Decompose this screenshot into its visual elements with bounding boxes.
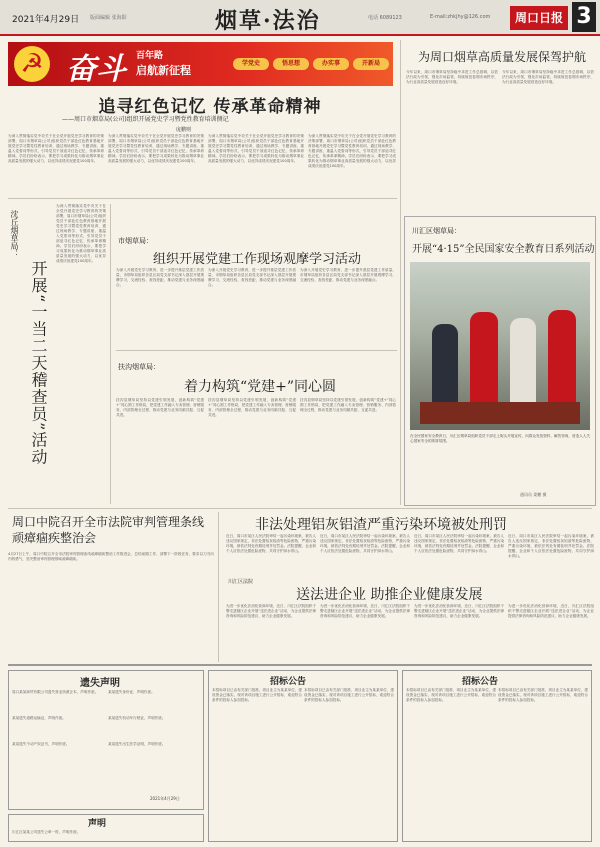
- lead-byline: 庞鹏则: [176, 127, 192, 133]
- lost-title: 遗失声明: [80, 678, 120, 689]
- illegal-body-col-2: 近日，周口市某区人民法院审结一起污染环境案，被告人违反国家规定，非法处置铝灰铝渣等危险废物，严重污染环境，被依法判处有期徒刑并处罚金。法院提醒，企业和个人应依法处置危险废物，共同守护绿水青山。: [320, 534, 410, 553]
- sc-body-col-3: 为深入开展党史学习教育，进一步提升基层党建工作质量，市烟草局组织各县区局党支部书记深入基层开展观摩学习，交流经验、查找差距，推动党建与业务深度融合。: [300, 268, 396, 282]
- banner-pill-1: 学党史: [233, 58, 269, 70]
- enterprise-body-col-3: 为进一步优化法治化营商环境，近日，川汇区法院组织干警走进辖区企业开展“送法进企业”活动，为企业提供法律咨询和风险防范建议，助力企业健康发展。: [414, 604, 504, 618]
- hammer-sickle-icon: ☭: [14, 46, 50, 82]
- banner-big-char: 奋斗: [66, 52, 126, 86]
- tr-body-col-2: 今年以来，周口市烟草局坚持稳中求进工作总基调，以依法行政为引领，强化市场监管，持续规范卷烟市场秩序，为行业高质量发展营造良好环境。: [502, 70, 594, 84]
- lead-subtitle: ——周口市烟草局(公司)组织开展党史学习暨党性教育培训侧记: [62, 116, 229, 123]
- side-vertical-body: 为深入贯彻落实党中央关于在全党开展党史学习教育的决策部署，周口市烟草局(公司)组织党员干部赴红色教育基地开展党史学习暨党性教育培训，通过现场教学、专题讲座、重温入党誓词等形式，引导党员干部追寻红色记忆、传承革命精神。学员们纷纷表示，要把学习成果转化为推动烟草事业高质量发展的强大动力，以优异成绩庆祝建党100周年。: [56, 204, 106, 263]
- ch-title: 开展“4·15”全民国家安全教育日系列活动: [412, 244, 595, 255]
- divider: [8, 664, 592, 666]
- side-vertical-title: 开展“一当二天稽查员”活动: [29, 260, 48, 466]
- ch-dept: 川汇区烟草局：: [412, 227, 461, 235]
- divider: [8, 198, 397, 199]
- gy-body-col-2: 扶沟县烟草局坚持以党建引领发展，创新构筑“党建+”同心圆工作格局，把党建工作融入专卖管理、营销服务、内部管理全过程，推动党建与业务同频共振、互促共进。: [208, 398, 296, 417]
- gy-title: 着力构筑“党建+”同心圆: [183, 379, 337, 395]
- notice-body: 川汇区某某公司遗失公章一枚，声明作废。: [12, 830, 81, 834]
- lost-item: 某某遗失身份证，声明作废。: [108, 690, 155, 694]
- tr-body-col-1: 今年以来，周口市烟草局坚持稳中求进工作总基调，以依法行政为引领，强化市场监管，持续规范卷烟市场秩序，为行业高质量发展营造良好环境。: [406, 70, 498, 84]
- divider: [116, 350, 397, 351]
- editor-meta: 版面编辑 张海阳: [90, 15, 127, 21]
- notice-title: 声明: [88, 819, 107, 829]
- divider: [110, 204, 111, 504]
- lead-body-col-1: 为深入贯彻落实党中央关于在全党开展党史学习教育的决策部署，周口市烟草局(公司)组织党员干部赴红色教育基地开展党史学习暨党性教育培训，通过现场教学、专题讲座、重温入党誓词等形式，引导党员干部追寻红色记忆、传承革命精神。学员们纷纷表示，要把学习成果转化为推动烟草事业高质量发展的强大动力，以优异成绩庆祝建党100周年。: [8, 134, 104, 163]
- side-vertical-dept: 沈丘烟草局：: [10, 210, 19, 258]
- paper-name-logo: 周口日报: [510, 6, 568, 30]
- gy-body-col-3: 扶沟县烟草局坚持以党建引领发展，创新构筑“党建+”同心圆工作格局，把党建工作融入专卖管理、营销服务、内部管理全过程，推动党建与业务同频共振、互促共进。: [300, 398, 396, 412]
- sc-body-col-2: 为深入开展党史学习教育，进一步提升基层党建工作质量，市烟草局组织各县区局党支部书记深入基层开展观摩学习，交流经验、查找差距，推动党建与业务深度融合。: [208, 268, 296, 287]
- illegal-org: 川汇区法院: [228, 579, 254, 585]
- enterprise-body-col-2: 为进一步优化法治化营商环境，近日，川汇区法院组织干警走进辖区企业开展“送法进企业”活动，为企业提供法律咨询和风险防范建议，助力企业健康发展。: [320, 604, 410, 618]
- gy-dept: 扶沟烟草局：: [118, 363, 160, 371]
- divider: [8, 508, 592, 509]
- lead-body-col-3: 为深入贯彻落实党中央关于在全党开展党史学习教育的决策部署，周口市烟草局(公司)组织党员干部赴红色教育基地开展党史学习暨党性教育培训，通过现场教学、专题讲座、重温入党誓词等形式，引导党员干部追寻红色记忆、传承革命精神。学员们纷纷表示，要把学习成果转化为推动烟草事业高质量发展的强大动力，以优异成绩庆祝建党100周年。: [208, 134, 304, 163]
- court-title: 周口中院召开全市法院审判管理条线顽瘴痼疾整治会: [12, 515, 205, 545]
- illegal-body-col-1: 近日，周口市某区人民法院审结一起污染环境案，被告人违反国家规定，非法处置铝灰铝渣等危险废物，严重污染环境，被依法判处有期徒刑并处罚金。法院提醒，企业和个人应依法处置危险废物，共同守护绿水青山。: [226, 534, 316, 553]
- lead-body-col-2: 为深入贯彻落实党中央关于在全党开展党史学习教育的决策部署，周口市烟草局(公司)组织党员干部赴红色教育基地开展党史学习暨党性教育培训，通过现场教学、专题讲座、重温入党誓词等形式，引导党员干部追寻红色记忆、传承革命精神。学员们纷纷表示，要把学习成果转化为推动烟草事业高质量发展的强大动力，以优异成绩庆祝建党100周年。: [108, 134, 204, 163]
- illegal-body-col-4: 近日，周口市某区人民法院审结一起污染环境案，被告人违反国家规定，非法处置铝灰铝渣等危险废物，严重污染环境，被依法判处有期徒刑并处罚金。法院提醒，企业和个人应依法处置危险废物，共同守护绿水青山。: [508, 534, 594, 558]
- recruit-body-2a: 本招标项目已由有关部门批准，项目业主为某某单位，建设资金已落实，现对该项目施工进行公开招标，欢迎符合条件的投标人参加投标。: [406, 688, 496, 702]
- recruit-body-1b: 本招标项目已由有关部门批准，项目业主为某某单位，建设资金已落实，现对该项目施工进行公开招标，欢迎符合条件的投标人参加投标。: [304, 688, 394, 702]
- lead-body-col-4: 为深入贯彻落实党中央关于在全党开展党史学习教育的决策部署，周口市烟草局(公司)组织党员干部赴红色教育基地开展党史学习暨党性教育培训，通过现场教学、专题讲座、重温入党誓词等形式，引导党员干部追寻红色记忆、传承革命精神。学员们纷纷表示，要把学习成果转化为推动烟草事业高质量发展的强大动力，以优异成绩庆祝建党100周年。: [308, 134, 396, 168]
- ch-caption: 在全民国家安全教育日，川汇区烟草局组织党员干部走上街头开展宣传，向群众发放资料、解答咨询，营造人人关心国家安全的浓厚氛围。: [410, 434, 590, 443]
- banner-pill-4: 开新局: [353, 58, 389, 70]
- banner-slogan-1: 百年路: [136, 51, 164, 61]
- enterprise-body-col-4: 为进一步优化法治化营商环境，近日，川汇区法院组织干警走进辖区企业开展“送法进企业”活动，为企业提供法律咨询和风险防范建议，助力企业健康发展。: [508, 604, 594, 618]
- lead-headline: 追寻红色记忆 传承革命精神: [98, 97, 322, 117]
- recruit-body-2b: 本招标项目已由有关部门批准，项目业主为某某单位，建设资金已落实，现对该项目施工进行公开招标，欢迎符合条件的投标人参加投标。: [498, 688, 588, 702]
- lost-item: 某某遗失道路运输证，声明作废。: [12, 716, 66, 720]
- ch-photo-credit: 通讯员 姜鹏 摄: [520, 492, 547, 497]
- illegal-body-col-3: 近日，周口市某区人民法院审结一起污染环境案，被告人违反国家规定，非法处置铝灰铝渣等危险废物，严重污染环境，被依法判处有期徒刑并处罚金。法院提醒，企业和个人应依法处置危险废物，共同守护绿水青山。: [414, 534, 504, 553]
- hotline: 电话 6089123: [368, 15, 402, 21]
- pamphlet-table: [420, 402, 580, 424]
- sc-dept: 市烟草局：: [118, 237, 153, 245]
- date-line: 2021年4月29日: [150, 796, 180, 801]
- sc-title: 组织开展党建工作现场观摩学习活动: [152, 252, 361, 267]
- court-body: 4月27日上午，周口中院召开全市法院审判管理条线顽瘴痼疾整治工作推进会，总结前期工作，部署下一阶段任务，要求以刀刃向内的勇气，坚决整治审判管理领域顽瘴痼疾。: [8, 552, 214, 561]
- illegal-title: 非法处理铝灰铝渣严重污染环境被处刑罚: [255, 517, 507, 533]
- recruit-body-1a: 本招标项目已由有关部门批准，项目业主为某某单位，建设资金已落实，现对该项目施工进行公开招标，欢迎符合条件的投标人参加投标。: [212, 688, 302, 702]
- sc-body-col-1: 为深入开展党史学习教育，进一步提升基层党建工作质量，市烟草局组织各县区局党支部书记深入基层开展观摩学习，交流经验、查找差距，推动党建与业务深度融合。: [116, 268, 204, 287]
- lost-item: 某某遗失出生医学证明，声明作废。: [108, 742, 166, 746]
- page-section-title: 烟草·法治: [215, 8, 321, 34]
- centenary-banner: [8, 42, 393, 86]
- masthead: [0, 0, 600, 36]
- banner-slogan-2: 启航新征程: [136, 64, 191, 77]
- chuanhui-photo: [410, 262, 590, 430]
- issue-date: 2021年4月29日: [12, 15, 80, 25]
- banner-pill-2: 悟思想: [273, 58, 309, 70]
- recruit-title-1: 招标公告: [270, 677, 307, 687]
- banner-pill-3: 办实事: [313, 58, 349, 70]
- lost-item: 周口某某商贸有限公司遗失营业执照正本，声明作废。: [12, 690, 99, 694]
- lost-item: 某某遗失机动车行驶证，声明作废。: [108, 716, 166, 720]
- enterprise-body-col-1: 为进一步优化法治化营商环境，近日，川汇区法院组织干警走进辖区企业开展“送法进企业”活动，为企业提供法律咨询和风险防范建议，助力企业健康发展。: [226, 604, 316, 618]
- lost-item: 某某遗失不动产权证书，声明作废。: [12, 742, 70, 746]
- tr-title: 为周口烟草高质量发展保驾护航: [417, 50, 586, 64]
- divider: [218, 512, 219, 662]
- email: E-mail:zhkjhy@126.com: [430, 14, 491, 20]
- gy-body-col-1: 扶沟县烟草局坚持以党建引领发展，创新构筑“党建+”同心圆工作格局，把党建工作融入专卖管理、营销服务、内部管理全过程，推动党建与业务同频共振、互促共进。: [116, 398, 204, 417]
- enterprise-title: 送法进企业 助推企业健康发展: [296, 587, 483, 603]
- recruit-title-2: 招标公告: [462, 677, 499, 687]
- divider: [400, 40, 401, 505]
- page-number: 3: [572, 2, 596, 32]
